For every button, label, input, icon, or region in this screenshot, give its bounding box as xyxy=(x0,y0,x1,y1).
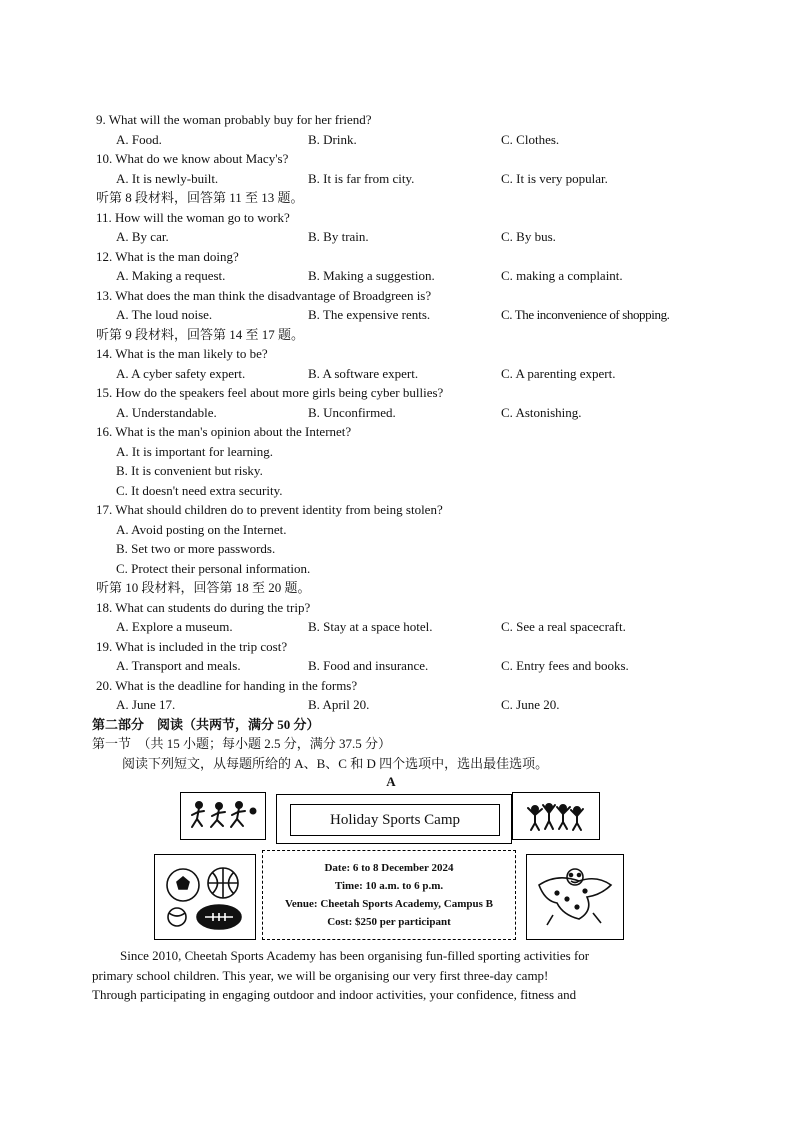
option-c: C. It is very popular. xyxy=(501,170,608,186)
option-b: B. Food and insurance. xyxy=(308,658,429,673)
option-c: C. Astonishing. xyxy=(501,404,582,420)
question-15 xyxy=(96,383,696,422)
section-heading-10: 听第 10 段材料，回答第 18 至 20 题。 xyxy=(96,580,311,595)
question-options xyxy=(96,695,696,715)
question-14 xyxy=(96,344,696,383)
option-b: B. Unconfirmed. xyxy=(308,404,396,420)
question-12 xyxy=(96,247,696,286)
sports-balls-image xyxy=(154,854,256,940)
paragraph-line-3: Through participating in engaging outdoor and indoor activities, your confidence, fitness and xyxy=(92,987,577,1002)
passage-label: A xyxy=(386,774,396,789)
question-options xyxy=(96,364,696,384)
camp-venue: Venue: Cheetah Sports Academy, Campus B xyxy=(284,898,493,910)
question-text: 11. How will the woman go to work? xyxy=(96,209,290,225)
question-10 xyxy=(96,149,696,188)
banner-title-frame xyxy=(276,794,512,844)
question-18 xyxy=(96,598,696,637)
question-17 xyxy=(96,500,696,578)
option-c: C. Entry fees and books. xyxy=(501,658,629,673)
question-11 xyxy=(96,208,696,247)
question-9 xyxy=(96,110,696,149)
option-a: A. By car. xyxy=(116,229,169,244)
option-a: A. Food. xyxy=(116,131,162,147)
question-19 xyxy=(96,637,696,676)
cheetah-mascot-icon xyxy=(527,855,623,939)
banner-title: Holiday Sports Camp xyxy=(290,804,500,836)
question-text: 14. What is the man likely to be? xyxy=(96,346,268,361)
question-text: 13. What does the man think the disadvantage of Broadgreen is? xyxy=(96,287,432,303)
cheetah-mascot-image xyxy=(526,854,624,940)
question-text: 17. What should children do to prevent identity from being stolen? xyxy=(96,502,443,517)
option-b: B. Drink. xyxy=(308,131,357,147)
running-kids-image xyxy=(180,792,266,840)
camp-cost: Cost: $250 per participant xyxy=(327,916,451,928)
option-a: A. It is newly-built. xyxy=(116,170,219,186)
question-20 xyxy=(96,676,696,715)
option-b: B. It is far from city. xyxy=(308,170,415,186)
option-a: A. June 17. xyxy=(116,697,176,712)
question-options xyxy=(96,266,696,286)
question-options xyxy=(96,403,696,423)
question-options xyxy=(96,305,696,325)
question-text: 16. What is the man's opinion about the Internet? xyxy=(96,424,352,439)
question-13 xyxy=(96,286,696,325)
camp-date: Date: 6 to 8 December 2024 xyxy=(324,862,454,874)
option-c: C. The inconvenience of shopping. xyxy=(501,307,670,322)
running-kids-icon xyxy=(181,793,265,839)
question-options xyxy=(96,169,696,189)
question-text: 9. What will the woman probably buy for her friend? xyxy=(96,112,372,127)
option-b: B. Making a suggestion. xyxy=(308,268,435,283)
paragraph-line-1: Since 2010, Cheetah Sports Academy has been organising fun-filled sporting activities for xyxy=(120,948,590,963)
option-a: A. Explore a museum. xyxy=(116,619,233,634)
option-b: B. By train. xyxy=(308,229,369,244)
option-c: C. making a complaint. xyxy=(501,268,623,283)
option-b: B. Set two or more passwords. xyxy=(116,541,276,556)
listening-questions xyxy=(92,110,696,791)
option-c: C. June 20. xyxy=(501,697,560,712)
passage-paragraph xyxy=(92,946,686,1005)
part2-section1-heading: 第一节 （共 15 小题；每小题 2.5 分，满分 37.5 分） xyxy=(92,736,392,751)
option-a: A. It is important for learning. xyxy=(116,443,274,459)
section-heading-9: 听第 9 段材料，回答第 14 至 17 题。 xyxy=(96,326,305,342)
question-options xyxy=(96,227,696,247)
option-a: A. The loud noise. xyxy=(116,307,213,322)
option-b: B. The expensive rents. xyxy=(308,307,431,322)
question-text: 12. What is the man doing? xyxy=(96,248,239,264)
camp-time: Time: 10 a.m. to 6 p.m. xyxy=(334,880,444,892)
option-b: B. April 20. xyxy=(308,697,370,712)
sports-balls-icon xyxy=(155,855,255,939)
option-a: A. Transport and meals. xyxy=(116,658,241,673)
option-c: C. Protect their personal information. xyxy=(116,560,311,576)
question-text: 19. What is included in the trip cost? xyxy=(96,638,288,654)
jumping-kids-image xyxy=(512,792,600,840)
part2-title: 第二部分 阅读（共两节，满分 50 分） xyxy=(92,716,320,732)
option-c: C. By bus. xyxy=(501,229,556,244)
camp-banner xyxy=(96,790,696,950)
option-c: C. It doesn't need extra security. xyxy=(116,482,283,498)
option-a: A. A cyber safety expert. xyxy=(116,365,246,381)
option-a: A. Avoid posting on the Internet. xyxy=(116,521,287,537)
option-b: B. A software expert. xyxy=(308,365,419,381)
option-a: A. Making a request. xyxy=(116,268,226,283)
option-c: C. A parenting expert. xyxy=(501,365,616,381)
question-options xyxy=(96,656,696,676)
jumping-kids-icon xyxy=(513,793,599,839)
question-text: 10. What do we know about Macy's? xyxy=(96,151,289,166)
section-heading-8: 听第 8 段材料，回答第 11 至 13 题。 xyxy=(96,190,304,205)
question-16 xyxy=(96,422,696,500)
option-b: B. It is convenient but risky. xyxy=(116,463,263,478)
option-b: B. Stay at a space hotel. xyxy=(308,619,433,634)
option-c: C. See a real spacecraft. xyxy=(501,619,626,634)
question-options xyxy=(96,130,696,150)
paragraph-line-2: primary school children. This year, we will be organising our very first three-day camp! xyxy=(92,967,549,983)
camp-info-box xyxy=(262,850,516,940)
question-options xyxy=(96,617,696,637)
reading-instructions: 阅读下列短文，从每题所给的 A、B、C 和 D 四个选项中，选出最佳选项。 xyxy=(122,755,549,771)
option-a: A. Understandable. xyxy=(116,404,217,420)
option-c: C. Clothes. xyxy=(501,131,560,147)
question-text: 18. What can students do during the trip? xyxy=(96,599,311,615)
question-text: 15. How do the speakers feel about more girls being cyber bullies? xyxy=(96,385,444,400)
question-text: 20. What is the deadline for handing in the forms? xyxy=(96,677,358,693)
